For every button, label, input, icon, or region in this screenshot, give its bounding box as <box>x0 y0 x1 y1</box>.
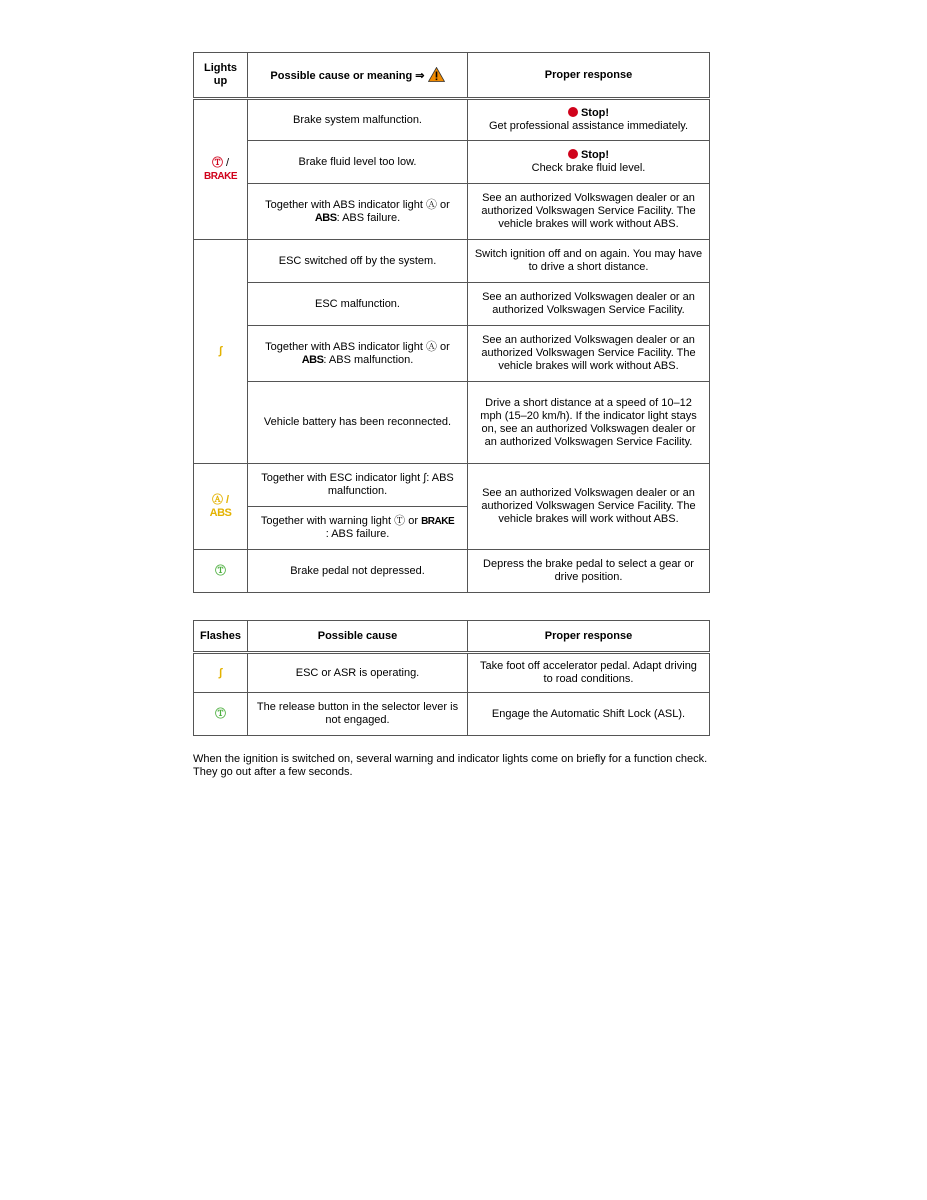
stop-icon <box>568 107 578 117</box>
stop-icon <box>568 149 578 159</box>
warning-triangle-icon <box>428 67 445 82</box>
brake-pedal-icon: Ⓣ <box>215 564 226 577</box>
pedal-flash-icon-cell <box>194 693 248 736</box>
header-response: Proper response <box>468 53 710 99</box>
flash-cause-1: ESC or ASR is operating. <box>248 653 468 693</box>
brake-warning-icon: Ⓣ <box>394 515 406 527</box>
abs-label: ABS <box>314 211 337 224</box>
abs-indicator-icon: Ⓐ <box>425 198 437 211</box>
brake-pedal-icon: Ⓣ <box>215 707 226 720</box>
esc-icon: ∫ <box>218 666 222 679</box>
pedal-cause: Brake pedal not depressed. <box>248 550 468 593</box>
flashes-table <box>193 620 710 736</box>
esc-icon-cell <box>194 240 248 464</box>
abs-icon-cell: Ⓐ / ABS <box>194 464 248 550</box>
brake-label: BRAKE <box>421 516 455 527</box>
header-cause <box>248 53 468 99</box>
brake-cause-1: Brake system malfunction. <box>248 99 468 141</box>
esc-response-2: See an authorized Volkswagen dealer or an authorized Volkswagen Service Facility. <box>468 283 710 326</box>
brake-response-2: Stop! Check brake fluid level. <box>468 141 710 184</box>
brake-label: BRAKE <box>203 170 238 182</box>
header-flashes: Flashes <box>194 621 248 653</box>
lights-up-table <box>193 52 710 593</box>
esc-cause-3: Together with ABS indicator light Ⓐ or ABS: ABS malfunction. <box>248 326 468 382</box>
abs-label: ABS <box>209 506 232 519</box>
esc-flash-icon-cell <box>194 653 248 693</box>
brake-response-1: Stop! Get professional assistance immediately. <box>468 99 710 141</box>
abs-response: See an authorized Volkswagen dealer or an authorized Volkswagen Service Facility. The vehicle brakes will work without ABS. <box>468 464 710 550</box>
function-check-note: When the ignition is switched on, several warning and indicator lights come on briefly for a function check. They go out after a few seconds. <box>193 753 708 778</box>
flash-cause-2: The release button in the selector lever is not engaged. <box>248 693 468 736</box>
abs-icon: Ⓐ <box>211 493 223 506</box>
esc-response-1: Switch ignition off and on again. You may have to drive a short distance. <box>468 240 710 283</box>
esc-cause-2: ESC malfunction. <box>248 283 468 326</box>
brake-response-3: See an authorized Volkswagen dealer or an authorized Volkswagen Service Facility. The vehicle brakes will work without ABS. <box>468 184 710 240</box>
brake-cause-2: Brake fluid level too low. <box>248 141 468 184</box>
abs-cause-2: Together with warning light Ⓣ or BRAKE : ABS failure. <box>248 507 468 550</box>
abs-cause-1: Together with ESC indicator light ∫: ABS malfunction. <box>248 464 468 507</box>
header-lights-up: Lights up <box>194 53 248 99</box>
esc-response-4: Drive a short distance at a speed of 10–12 mph (15–20 km/h). If the indicator light stays on, see an authorized Volkswagen dealer or an authorized Volkswagen Service Facility. <box>468 382 710 464</box>
esc-cause-1: ESC switched off by the system. <box>248 240 468 283</box>
abs-indicator-icon: Ⓐ <box>425 340 437 353</box>
header-response: Proper response <box>468 621 710 653</box>
pedal-icon-cell <box>194 550 248 593</box>
esc-cause-4: Vehicle battery has been reconnected. <box>248 382 468 464</box>
flash-response-2: Engage the Automatic Shift Lock (ASL). <box>468 693 710 736</box>
pedal-response: Depress the brake pedal to select a gear or drive position. <box>468 550 710 593</box>
esc-indicator-icon: ∫ <box>423 472 427 484</box>
header-cause: Possible cause <box>248 621 468 653</box>
brake-icon-cell: Ⓣ / BRAKE <box>194 99 248 240</box>
brake-cause-3: Together with ABS indicator light Ⓐ or ABS: ABS failure. <box>248 184 468 240</box>
flash-response-1: Take foot off accelerator pedal. Adapt driving to road conditions. <box>468 653 710 693</box>
brake-warning-icon: Ⓣ <box>211 156 223 169</box>
esc-response-3: See an authorized Volkswagen dealer or an authorized Volkswagen Service Facility. The vehicle brakes will work without ABS. <box>468 326 710 382</box>
esc-icon: ∫ <box>218 345 222 357</box>
abs-label: ABS <box>301 353 324 366</box>
header-cause-label: Possible cause or meaning ⇒ <box>270 70 425 82</box>
